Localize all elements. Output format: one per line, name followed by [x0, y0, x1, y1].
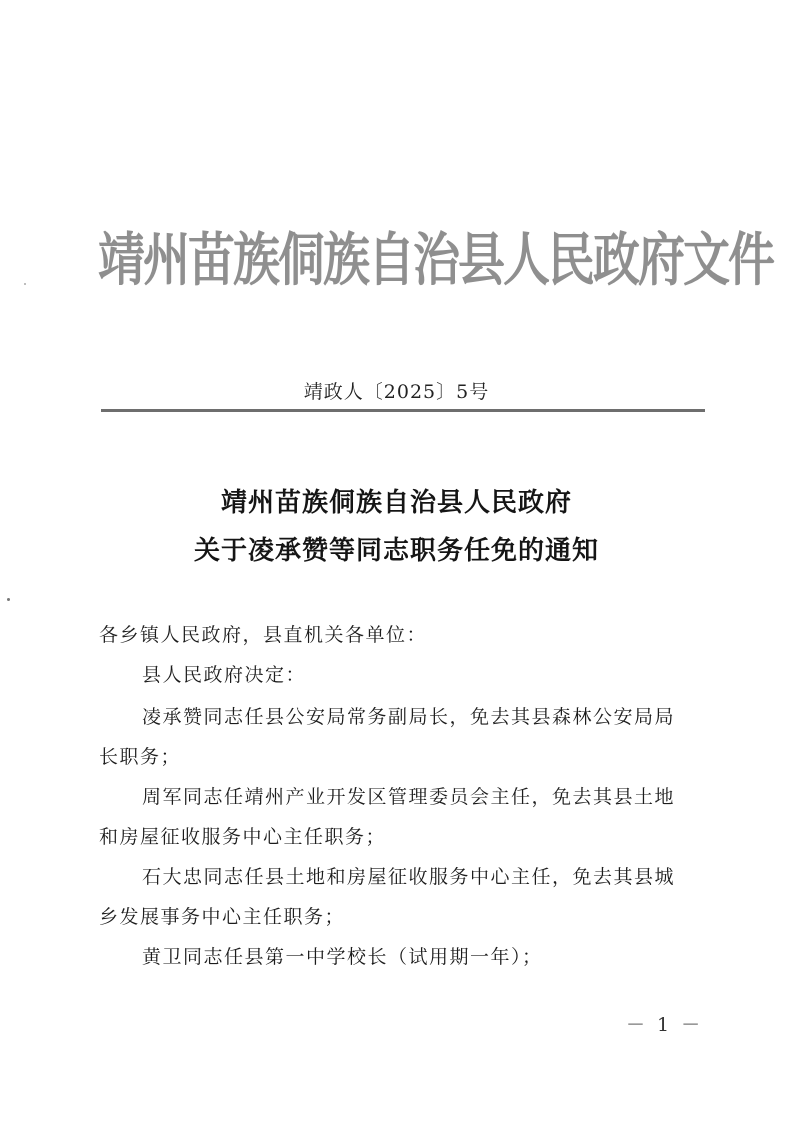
appointment-2-line-1: 周军同志任靖州产业开发区管理委员会主任，免去其县土地: [142, 786, 676, 808]
scan-speck: [24, 283, 26, 285]
salutation: 各乡镇人民政府，县直机关各单位：: [99, 624, 428, 646]
document-masthead: 靖州苗族侗族自治县人民政府文件: [98, 227, 773, 295]
appointment-1-line-2: 长职务；: [99, 746, 182, 768]
appointment-1-line-1: 凌承赞同志任县公安局常务副局长，免去其县森林公安局局: [142, 706, 676, 728]
notice-title-line-1: 靖州苗族侗族自治县人民政府: [220, 488, 572, 518]
appointment-3-line-1: 石大忠同志任县土地和房屋征收服务中心主任，免去其县城: [142, 866, 676, 888]
header-divider: [101, 409, 705, 412]
notice-title-line-2: 关于凌承赞等同志职务任免的通知: [193, 536, 599, 566]
page-number: － 1 －: [626, 1014, 704, 1036]
scan-speck: [7, 598, 10, 601]
appointment-2-line-2: 和房屋征收服务中心主任职务；: [99, 826, 387, 848]
document-number: 靖政人〔2025〕5号: [303, 381, 490, 403]
intro-paragraph: 县人民政府决定：: [142, 664, 307, 686]
appointment-3-line-2: 乡发展事务中心主任职务；: [99, 906, 346, 928]
appointment-4-line-1: 黄卫同志任县第一中学校长（试用期一年）；: [142, 946, 543, 968]
